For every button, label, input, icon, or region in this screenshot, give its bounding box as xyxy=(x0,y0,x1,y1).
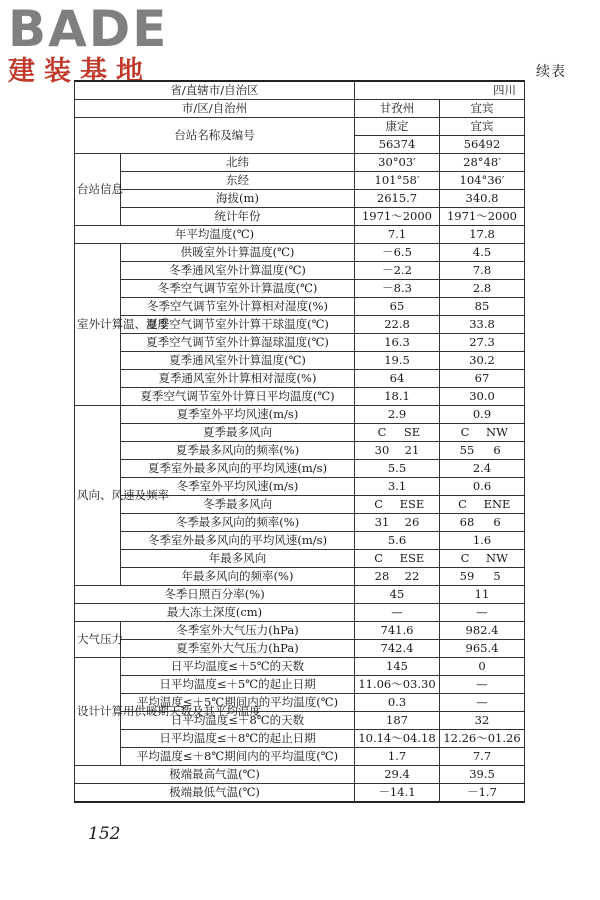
value-cell: 30.2 xyxy=(440,352,525,370)
value-cell xyxy=(440,550,525,568)
value-cell: 30°03′ xyxy=(355,154,440,172)
value-cell: 340.8 xyxy=(440,190,525,208)
value-cell: 101°58′ xyxy=(355,172,440,190)
value-part: C xyxy=(458,497,467,511)
value-part: 31 xyxy=(374,515,390,529)
city-value: 甘孜州 xyxy=(355,100,440,118)
row-label: 海拔(m) xyxy=(121,190,355,208)
row-label: 冬季空气调节室外计算相对湿度(%) xyxy=(121,298,355,316)
table-row xyxy=(75,262,525,280)
value-cell: 11.06～03.30 xyxy=(355,676,440,694)
group-label: 室外计算温、湿度 xyxy=(75,244,121,406)
value-cell: 22.8 xyxy=(355,316,440,334)
group-label: 大气压力 xyxy=(75,622,121,658)
station-label: 台站名称及编号 xyxy=(75,118,355,154)
table-row xyxy=(75,784,525,803)
value-cell: 32 xyxy=(440,712,525,730)
group-label: 台站信息 xyxy=(75,154,121,226)
value-cell: 30.0 xyxy=(440,388,525,406)
value-cell: 145 xyxy=(355,658,440,676)
province-value: 四川 xyxy=(355,81,525,100)
value-cell: 0 xyxy=(440,658,525,676)
value-part: SE xyxy=(403,425,421,439)
row-label: 夏季室外大气压力(hPa) xyxy=(121,640,355,658)
station-name: 康定 xyxy=(355,118,440,136)
row-label: 极端最低气温(℃) xyxy=(75,784,355,803)
value-part: NW xyxy=(486,551,508,565)
row-label: 冬季室外最多风向的平均风速(m/s) xyxy=(121,532,355,550)
value-cell: 7.8 xyxy=(440,262,525,280)
table-row xyxy=(75,550,525,568)
climate-data-table xyxy=(74,80,525,803)
value-cell: 29.4 xyxy=(355,766,440,784)
value-cell: －8.3 xyxy=(355,280,440,298)
value-cell: — xyxy=(440,694,525,712)
value-cell: 7.1 xyxy=(355,226,440,244)
value-part: C xyxy=(374,551,384,565)
station-id: 56374 xyxy=(355,136,440,154)
value-cell: 2.9 xyxy=(355,406,440,424)
row-label: 冬季通风室外计算温度(℃) xyxy=(121,262,355,280)
continued-label: 续表 xyxy=(536,64,566,80)
row-label: 供暖室外计算温度(℃) xyxy=(121,244,355,262)
row-label: 夏季室外平均风速(m/s) xyxy=(121,406,355,424)
value-cell: 1.7 xyxy=(355,748,440,766)
row-label: 省/直辖市/自治区 xyxy=(75,81,355,100)
table-row xyxy=(75,334,525,352)
row-label: 年平均温度(℃) xyxy=(75,226,355,244)
value-cell xyxy=(355,442,440,460)
value-cell: 104°36′ xyxy=(440,172,525,190)
value-cell: 1971～2000 xyxy=(440,208,525,226)
row-label: 年最多风向的频率(%) xyxy=(121,568,355,586)
value-cell: — xyxy=(355,604,440,622)
row-label: 日平均温度≤＋5℃的起止日期 xyxy=(121,676,355,694)
value-part: C xyxy=(377,425,387,439)
value-cell: 17.8 xyxy=(440,226,525,244)
value-cell: 18.1 xyxy=(355,388,440,406)
value-part: 28 xyxy=(374,569,390,583)
value-cell: 0.9 xyxy=(440,406,525,424)
table-row xyxy=(75,676,525,694)
value-cell: 965.4 xyxy=(440,640,525,658)
station-id: 56492 xyxy=(440,136,525,154)
value-cell: 1.6 xyxy=(440,532,525,550)
value-part: ENE xyxy=(483,497,511,511)
value-cell: 741.6 xyxy=(355,622,440,640)
table-row xyxy=(75,388,525,406)
value-part: 55 xyxy=(459,443,475,457)
value-part: 22 xyxy=(404,569,420,583)
value-cell: 65 xyxy=(355,298,440,316)
value-cell: 27.3 xyxy=(440,334,525,352)
row-label: 冬季室外大气压力(hPa) xyxy=(121,622,355,640)
table-row xyxy=(75,370,525,388)
value-cell xyxy=(355,550,440,568)
value-part: C xyxy=(460,551,470,565)
value-cell: 2.8 xyxy=(440,280,525,298)
value-part: C xyxy=(374,497,384,511)
row-label: 冬季室外平均风速(m/s) xyxy=(121,478,355,496)
value-cell: 742.4 xyxy=(355,640,440,658)
logo-subtitle: 建装基地 xyxy=(8,56,152,87)
value-part: 68 xyxy=(459,515,475,529)
value-part: 6 xyxy=(493,515,501,529)
value-cell: 11 xyxy=(440,586,525,604)
value-part: 59 xyxy=(459,569,475,583)
value-cell: 39.5 xyxy=(440,766,525,784)
table-row xyxy=(75,640,525,658)
table-row xyxy=(75,568,525,586)
row-label: 最大冻土深度(cm) xyxy=(75,604,355,622)
table-row xyxy=(75,100,525,118)
table-row xyxy=(75,280,525,298)
value-cell: －2.2 xyxy=(355,262,440,280)
value-cell: 19.5 xyxy=(355,352,440,370)
table-row xyxy=(75,118,525,136)
value-part: 30 xyxy=(374,443,390,457)
table-row xyxy=(75,748,525,766)
value-cell: 5.5 xyxy=(355,460,440,478)
page-number: 152 xyxy=(88,824,121,844)
table-row xyxy=(75,694,525,712)
table-row xyxy=(75,622,525,640)
table-row xyxy=(75,730,525,748)
row-label: 北纬 xyxy=(121,154,355,172)
logo xyxy=(8,0,188,88)
value-cell: 4.5 xyxy=(440,244,525,262)
value-part: C xyxy=(460,425,470,439)
table-row xyxy=(75,532,525,550)
value-part: 21 xyxy=(404,443,420,457)
value-cell: 3.1 xyxy=(355,478,440,496)
group-label: 设计计算用供暖期天数及其平均温度 xyxy=(75,658,121,766)
row-label: 夏季通风室外计算温度(℃) xyxy=(121,352,355,370)
value-cell: 5.6 xyxy=(355,532,440,550)
row-label: 东经 xyxy=(121,172,355,190)
value-cell: 1971～2000 xyxy=(355,208,440,226)
table-row xyxy=(75,244,525,262)
logo-wordmark: BADE xyxy=(8,0,169,58)
value-cell: 0.3 xyxy=(355,694,440,712)
value-cell: — xyxy=(440,604,525,622)
row-label: 日平均温度≤＋8℃的起止日期 xyxy=(121,730,355,748)
table-row xyxy=(75,208,525,226)
value-cell xyxy=(440,496,525,514)
value-cell xyxy=(355,496,440,514)
value-cell: 2.4 xyxy=(440,460,525,478)
value-cell: 64 xyxy=(355,370,440,388)
row-label: 冬季最多风向的频率(%) xyxy=(121,514,355,532)
group-label: 风向、风速及频率 xyxy=(75,406,121,586)
value-cell xyxy=(440,442,525,460)
value-cell: 12.26～01.26 xyxy=(440,730,525,748)
row-label: 日平均温度≤＋5℃的天数 xyxy=(121,658,355,676)
row-label: 冬季日照百分率(%) xyxy=(75,586,355,604)
value-cell: 85 xyxy=(440,298,525,316)
value-cell: 16.3 xyxy=(355,334,440,352)
value-part: ESE xyxy=(399,551,425,565)
value-cell: 2615.7 xyxy=(355,190,440,208)
station-name: 宜宾 xyxy=(440,118,525,136)
table-row xyxy=(75,154,525,172)
value-cell: －6.5 xyxy=(355,244,440,262)
value-cell: 0.6 xyxy=(440,478,525,496)
table-row xyxy=(75,424,525,442)
value-cell: 67 xyxy=(440,370,525,388)
row-label: 极端最高气温(℃) xyxy=(75,766,355,784)
row-label: 夏季空气调节室外计算湿球温度(℃) xyxy=(121,334,355,352)
value-cell: 33.8 xyxy=(440,316,525,334)
value-cell: 45 xyxy=(355,586,440,604)
value-cell: 187 xyxy=(355,712,440,730)
table-row xyxy=(75,226,525,244)
table-row xyxy=(75,604,525,622)
table-row xyxy=(75,406,525,424)
row-label: 夏季通风室外计算相对湿度(%) xyxy=(121,370,355,388)
value-part: 5 xyxy=(493,569,501,583)
value-cell xyxy=(440,514,525,532)
table-row xyxy=(75,586,525,604)
row-label: 平均温度≤＋8℃期间内的平均温度(℃) xyxy=(121,748,355,766)
row-label: 夏季空气调节室外计算日平均温度(℃) xyxy=(121,388,355,406)
table-row xyxy=(75,460,525,478)
value-cell: －14.1 xyxy=(355,784,440,803)
row-label: 平均温度≤＋5℃期间内的平均温度(℃) xyxy=(121,694,355,712)
value-part: 6 xyxy=(493,443,501,457)
row-label: 冬季空气调节室外计算温度(℃) xyxy=(121,280,355,298)
row-label: 日平均温度≤＋8℃的天数 xyxy=(121,712,355,730)
value-cell xyxy=(355,514,440,532)
table-row xyxy=(75,190,525,208)
value-cell xyxy=(355,424,440,442)
row-label: 夏季最多风向 xyxy=(121,424,355,442)
value-part: NW xyxy=(486,425,508,439)
table-row xyxy=(75,514,525,532)
table-row xyxy=(75,298,525,316)
table-row xyxy=(75,442,525,460)
table-row xyxy=(75,81,525,100)
city-value: 宜宾 xyxy=(440,100,525,118)
value-cell: 982.4 xyxy=(440,622,525,640)
table-row xyxy=(75,172,525,190)
row-label: 年最多风向 xyxy=(121,550,355,568)
table-row xyxy=(75,352,525,370)
value-cell xyxy=(440,424,525,442)
value-cell: －1.7 xyxy=(440,784,525,803)
value-cell: 10.14～04.18 xyxy=(355,730,440,748)
row-label: 统计年份 xyxy=(121,208,355,226)
value-cell: 28°48′ xyxy=(440,154,525,172)
row-label: 夏季空气调节室外计算干球温度(℃) xyxy=(121,316,355,334)
row-label: 市/区/自治州 xyxy=(75,100,355,118)
value-cell xyxy=(355,568,440,586)
row-label: 夏季室外最多风向的平均风速(m/s) xyxy=(121,460,355,478)
value-part: ESE xyxy=(399,497,425,511)
value-cell xyxy=(440,568,525,586)
value-cell: — xyxy=(440,676,525,694)
table-row xyxy=(75,766,525,784)
table-row xyxy=(75,658,525,676)
value-cell: 7.7 xyxy=(440,748,525,766)
value-part: 26 xyxy=(404,515,420,529)
row-label: 夏季最多风向的频率(%) xyxy=(121,442,355,460)
row-label: 冬季最多风向 xyxy=(121,496,355,514)
